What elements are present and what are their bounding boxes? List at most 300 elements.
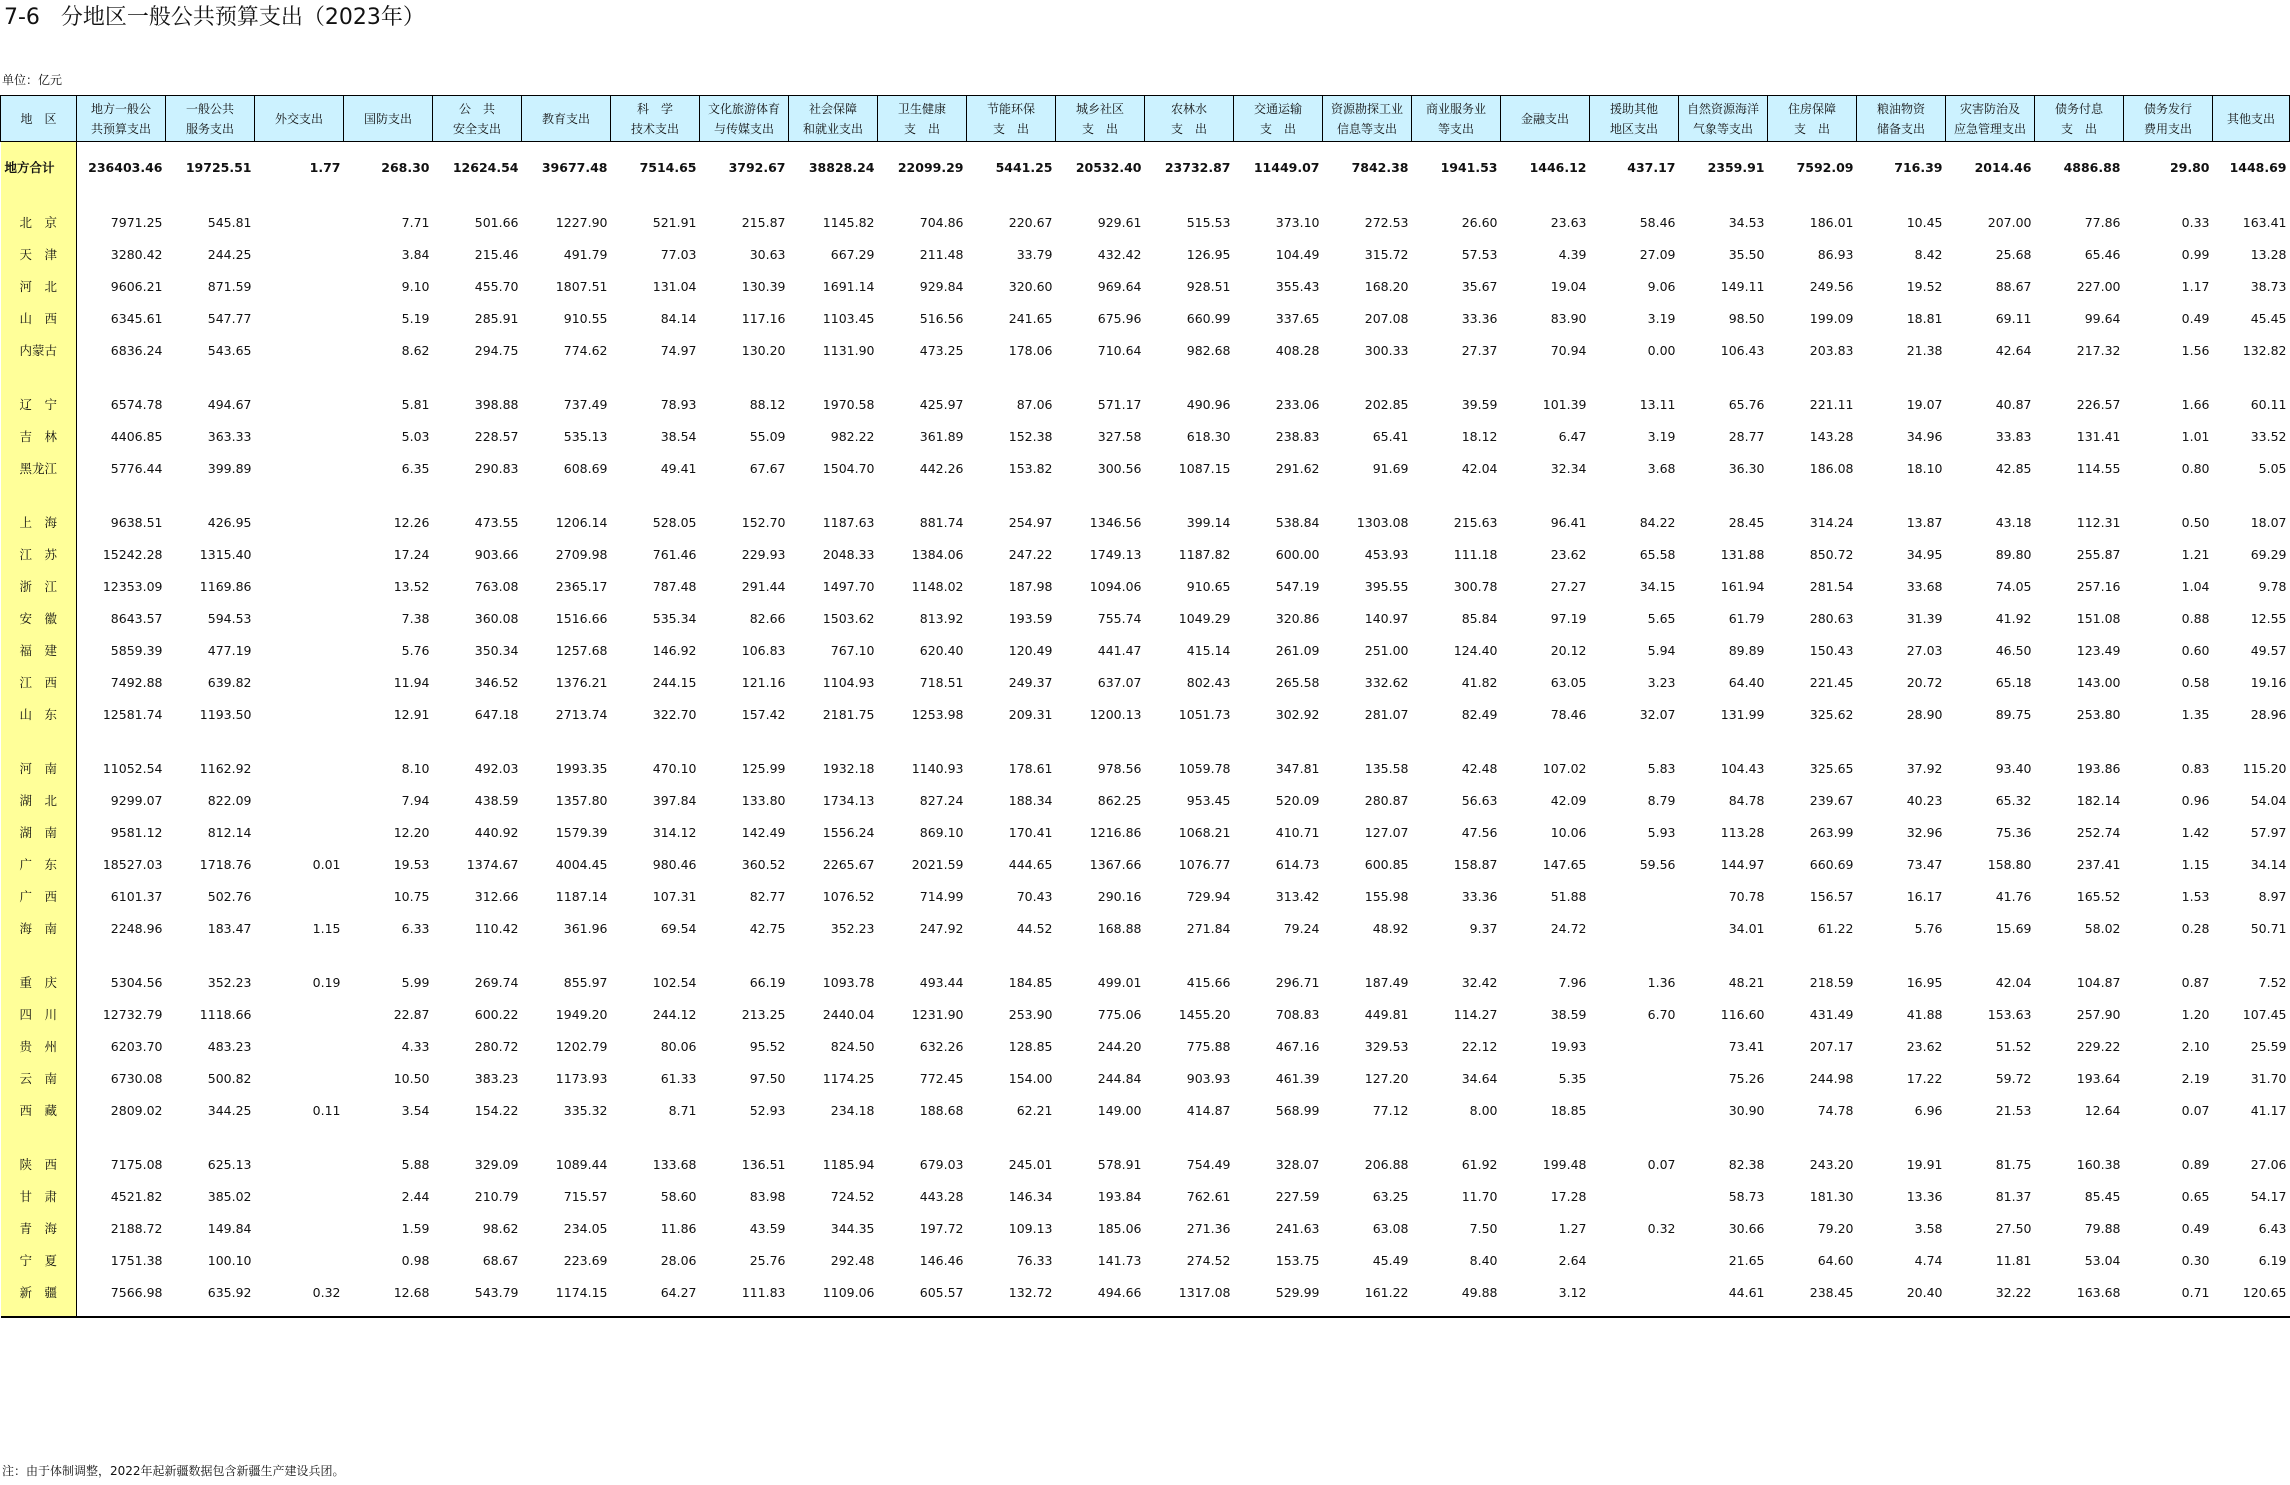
value-cell: 8.00: [1469, 1102, 1498, 1118]
value-cell: 147.65: [1542, 856, 1587, 872]
value-cell: 47.56: [1461, 824, 1498, 840]
value-cell: 236403.46: [88, 159, 163, 175]
column-header-line: 支 出: [1793, 121, 1830, 136]
value-cell: 120.65: [2242, 1284, 2287, 1300]
value-cell: 13.28: [2250, 246, 2287, 262]
table-row: [1, 698, 2290, 730]
value-cell: 36.30: [1728, 460, 1765, 476]
column-header-line: 金融支出: [1520, 111, 1569, 126]
region-cell: [1, 944, 77, 966]
value-cell: 228.57: [474, 428, 519, 444]
value-cell: 300.56: [1097, 460, 1142, 476]
value-cell: 133.68: [652, 1156, 697, 1172]
column-header-line: 地 区: [20, 111, 57, 126]
value-cell: 1076.52: [822, 888, 875, 904]
value-cell: 32.96: [1906, 824, 1943, 840]
value-cell: 33.36: [1461, 888, 1498, 904]
value-cell: 535.34: [652, 610, 697, 626]
value-cell: 20532.40: [1075, 159, 1142, 175]
region-cell: 吉 林: [1, 420, 77, 452]
value-cell: 929.61: [1097, 214, 1142, 230]
value-cell: 0.88: [2181, 610, 2210, 626]
value-cell: 1059.78: [1178, 760, 1231, 776]
value-cell: 154.00: [1008, 1070, 1053, 1086]
value-cell: 4.33: [401, 1038, 430, 1054]
value-cell: 491.79: [563, 246, 608, 262]
value-cell: 130.39: [741, 278, 786, 294]
column-header-line: 支 出: [1170, 121, 1207, 136]
column-header-line: 费用支出: [2143, 121, 2192, 136]
region-cell: 山 西: [1, 302, 77, 334]
column-header-line: 交通运输: [1253, 101, 1302, 116]
value-cell: 271.84: [1186, 920, 1231, 936]
value-cell: 708.83: [1275, 1006, 1320, 1022]
value-cell: 4886.88: [2063, 159, 2121, 175]
value-cell: 660.99: [1186, 310, 1231, 326]
value-cell: 78.93: [660, 396, 697, 412]
column-header: [1679, 96, 1768, 142]
value-cell: 2021.59: [911, 856, 964, 872]
value-cell: 23732.87: [1164, 159, 1231, 175]
value-cell: 27.37: [1461, 342, 1498, 358]
value-cell: 1.77: [309, 159, 341, 175]
value-cell: 33.83: [1995, 428, 2032, 444]
value-cell: 528.05: [652, 514, 697, 530]
value-cell: 85.84: [1461, 610, 1498, 626]
value-cell: 61.33: [660, 1070, 697, 1086]
value-cell: 87.06: [1016, 396, 1053, 412]
value-cell: 300.33: [1364, 342, 1409, 358]
value-cell: 63.08: [1372, 1220, 1409, 1236]
value-cell: 163.68: [2076, 1284, 2121, 1300]
column-header-line: 支 出: [992, 121, 1029, 136]
column-header: [1234, 96, 1323, 142]
value-cell: [1590, 1180, 1679, 1212]
value-cell: 146.34: [1008, 1188, 1053, 1204]
value-cell: 1148.02: [911, 578, 964, 594]
value-cell: 43.18: [1995, 514, 2032, 530]
value-cell: 91.69: [1372, 460, 1409, 476]
value-cell: 265.58: [1275, 674, 1320, 690]
value-cell: 130.20: [741, 342, 786, 358]
region-cell: 黑龙江: [1, 452, 77, 484]
column-header-line: 一般公共: [185, 101, 234, 116]
table-row: [1, 1180, 2290, 1212]
table-row: [1, 1094, 2290, 1126]
value-cell: 5.03: [401, 428, 430, 444]
column-header-line: 商业服务业: [1425, 101, 1486, 116]
value-cell: 637.07: [1097, 674, 1142, 690]
value-cell: 44.61: [1728, 1284, 1765, 1300]
value-cell: 32.34: [1550, 460, 1587, 476]
value-cell: 5.76: [401, 642, 430, 658]
value-cell: 6.35: [401, 460, 430, 476]
value-cell: [255, 1180, 344, 1212]
value-cell: 41.17: [2250, 1102, 2287, 1118]
value-cell: 5.94: [1647, 642, 1676, 658]
value-cell: 855.97: [563, 974, 608, 990]
spacer-row: [1, 944, 2290, 966]
value-cell: 1.56: [2181, 342, 2210, 358]
value-cell: 1202.79: [555, 1038, 608, 1054]
value-cell: [255, 634, 344, 666]
value-cell: 812.14: [207, 824, 252, 840]
value-cell: [1590, 1276, 1679, 1308]
table-row: [1, 602, 2290, 634]
table-row: [1, 388, 2290, 420]
value-cell: 2265.67: [822, 856, 875, 872]
value-cell: 144.97: [1720, 856, 1765, 872]
value-cell: 9.06: [1647, 278, 1676, 294]
column-header: [2124, 96, 2213, 142]
value-cell: 89.89: [1728, 642, 1765, 658]
value-cell: 20.40: [1906, 1284, 1943, 1300]
value-cell: 0.98: [401, 1252, 430, 1268]
value-cell: 6574.78: [110, 396, 163, 412]
spacer-row: [1, 1308, 2290, 1317]
column-header: [789, 96, 878, 142]
value-cell: 1257.68: [555, 642, 608, 658]
value-cell: [255, 270, 344, 302]
value-cell: 10.06: [1550, 824, 1587, 840]
value-cell: 106.43: [1720, 342, 1765, 358]
value-cell: 1068.21: [1178, 824, 1231, 840]
value-cell: 714.99: [919, 888, 964, 904]
value-cell: 980.46: [652, 856, 697, 872]
value-cell: 5859.39: [110, 642, 163, 658]
region-cell: 宁 夏: [1, 1244, 77, 1276]
value-cell: 146.92: [652, 642, 697, 658]
value-cell: 5.99: [401, 974, 430, 990]
column-header: [522, 96, 611, 142]
value-cell: 243.20: [1809, 1156, 1854, 1172]
value-cell: 45.45: [2250, 310, 2287, 326]
value-cell: 1516.66: [555, 610, 608, 626]
value-cell: 74.78: [1817, 1102, 1854, 1118]
value-cell: 193.86: [2076, 760, 2121, 776]
value-cell: 1751.38: [110, 1252, 163, 1268]
value-cell: 38828.24: [808, 159, 875, 175]
spacer-cell: [77, 730, 2290, 752]
value-cell: 578.91: [1097, 1156, 1142, 1172]
value-cell: 65.18: [1995, 674, 2032, 690]
value-cell: 881.74: [919, 514, 964, 530]
value-cell: 315.72: [1364, 246, 1409, 262]
value-cell: 3.84: [401, 246, 430, 262]
value-cell: 102.54: [652, 974, 697, 990]
value-cell: 8.71: [668, 1102, 697, 1118]
spacer-cell: [77, 366, 2290, 388]
value-cell: 787.48: [652, 578, 697, 594]
value-cell: 76.33: [1016, 1252, 1053, 1268]
value-cell: 1200.13: [1089, 706, 1142, 722]
value-cell: 50.71: [2250, 920, 2287, 936]
value-cell: 325.62: [1809, 706, 1854, 722]
value-cell: 1.42: [2181, 824, 2210, 840]
value-cell: 2713.74: [555, 706, 608, 722]
value-cell: 28.45: [1728, 514, 1765, 530]
value-cell: 55.09: [749, 428, 786, 444]
value-cell: 16.95: [1906, 974, 1943, 990]
value-cell: 1145.82: [822, 214, 875, 230]
table-row: [1, 1148, 2290, 1180]
value-cell: 346.52: [474, 674, 519, 690]
region-cell: 新 疆: [1, 1276, 77, 1308]
value-cell: 280.63: [1809, 610, 1854, 626]
value-cell: 355.43: [1275, 278, 1320, 294]
value-cell: 111.18: [1453, 546, 1498, 562]
value-cell: 227.59: [1275, 1188, 1320, 1204]
value-cell: 217.32: [2076, 342, 2121, 358]
spacer-row: [1, 366, 2290, 388]
column-header-line: 和就业支出: [802, 121, 863, 136]
value-cell: 0.32: [1647, 1220, 1676, 1236]
value-cell: 291.62: [1275, 460, 1320, 476]
value-cell: 285.91: [474, 310, 519, 326]
value-cell: 257.16: [2076, 578, 2121, 594]
value-cell: 2440.04: [822, 1006, 875, 1022]
value-cell: 296.71: [1275, 974, 1320, 990]
value-cell: 9.78: [2258, 578, 2287, 594]
value-cell: 0.87: [2181, 974, 2210, 990]
value-cell: 149.00: [1097, 1102, 1142, 1118]
value-cell: 226.57: [2076, 396, 2121, 412]
value-cell: 1497.70: [822, 578, 875, 594]
value-cell: 0.30: [2181, 1252, 2210, 1268]
value-cell: 12.55: [2250, 610, 2287, 626]
value-cell: 110.42: [474, 920, 519, 936]
value-cell: 0.19: [312, 974, 341, 990]
value-cell: 155.98: [1364, 888, 1409, 904]
value-cell: 290.83: [474, 460, 519, 476]
region-cell: 湖 北: [1, 784, 77, 816]
value-cell: 23.62: [1550, 546, 1587, 562]
value-cell: 182.14: [2076, 792, 2121, 808]
value-cell: 49.41: [660, 460, 697, 476]
value-cell: 40.23: [1906, 792, 1943, 808]
region-cell: 贵 州: [1, 1030, 77, 1062]
value-cell: 618.30: [1186, 428, 1231, 444]
value-cell: 28.96: [2250, 706, 2287, 722]
value-cell: 168.20: [1364, 278, 1409, 294]
column-header: [700, 96, 789, 142]
value-cell: 715.57: [563, 1188, 608, 1204]
value-cell: 398.88: [474, 396, 519, 412]
column-header: [1056, 96, 1145, 142]
table-row: [1, 816, 2290, 848]
value-cell: 22.12: [1461, 1038, 1498, 1054]
value-cell: 1.20: [2181, 1006, 2210, 1022]
region-cell: 天 津: [1, 238, 77, 270]
value-cell: 170.41: [1008, 824, 1053, 840]
value-cell: 202.85: [1364, 396, 1409, 412]
value-cell: 1367.66: [1089, 856, 1142, 872]
value-cell: 58.02: [2084, 920, 2121, 936]
value-cell: 3.58: [1914, 1220, 1943, 1236]
spacer-cell: [77, 1308, 2290, 1317]
value-cell: 7.71: [401, 214, 430, 230]
value-cell: 571.17: [1097, 396, 1142, 412]
value-cell: 156.57: [1809, 888, 1854, 904]
value-cell: 21.38: [1906, 342, 1943, 358]
value-cell: 499.01: [1097, 974, 1142, 990]
column-header-line: 应急管理支出: [1953, 121, 2026, 136]
column-header-line: 与传媒支出: [713, 121, 774, 136]
value-cell: 30.63: [749, 246, 786, 262]
value-cell: 328.07: [1275, 1156, 1320, 1172]
value-cell: 42.04: [1995, 974, 2032, 990]
value-cell: 42.75: [749, 920, 786, 936]
value-cell: 322.70: [652, 706, 697, 722]
column-header-line: 公 共: [458, 101, 495, 116]
value-cell: 822.09: [207, 792, 252, 808]
value-cell: 426.95: [207, 514, 252, 530]
value-cell: 27.27: [1550, 578, 1587, 594]
value-cell: 19.53: [393, 856, 430, 872]
value-cell: 19.52: [1906, 278, 1943, 294]
value-cell: 281.54: [1809, 578, 1854, 594]
value-cell: 17.28: [1550, 1188, 1587, 1204]
value-cell: 313.42: [1275, 888, 1320, 904]
value-cell: 106.83: [741, 642, 786, 658]
value-cell: 77.03: [660, 246, 697, 262]
value-cell: 444.65: [1008, 856, 1053, 872]
value-cell: 395.55: [1364, 578, 1409, 594]
value-cell: 425.97: [919, 396, 964, 412]
value-cell: 7.52: [2258, 974, 2287, 990]
column-header-line: 节能环保: [986, 101, 1035, 116]
value-cell: [255, 206, 344, 238]
column-header-line: 教育支出: [541, 111, 590, 126]
value-cell: 54.17: [2250, 1188, 2287, 1204]
value-cell: 161.22: [1364, 1284, 1409, 1300]
value-cell: 20.72: [1906, 674, 1943, 690]
value-cell: 74.97: [660, 342, 697, 358]
value-cell: 772.45: [919, 1070, 964, 1086]
value-cell: 30.90: [1728, 1102, 1765, 1118]
value-cell: 32.22: [1995, 1284, 2032, 1300]
region-cell: 北 京: [1, 206, 77, 238]
value-cell: 667.29: [830, 246, 875, 262]
table-row: [1, 270, 2290, 302]
value-cell: 213.25: [741, 1006, 786, 1022]
value-cell: 37.92: [1906, 760, 1943, 776]
column-header: [1323, 96, 1412, 142]
value-cell: 39677.48: [541, 159, 608, 175]
value-cell: 18.10: [1906, 460, 1943, 476]
value-cell: 12.26: [393, 514, 430, 530]
value-cell: 538.84: [1275, 514, 1320, 530]
value-cell: 7175.08: [110, 1156, 163, 1172]
value-cell: 300.78: [1453, 578, 1498, 594]
value-cell: 15242.28: [102, 546, 163, 562]
value-cell: 56.63: [1461, 792, 1498, 808]
value-cell: 320.60: [1008, 278, 1053, 294]
value-cell: 203.83: [1809, 342, 1854, 358]
table-row: [1, 752, 2290, 784]
value-cell: 3.54: [401, 1102, 430, 1118]
value-cell: 75.26: [1728, 1070, 1765, 1086]
value-cell: [1590, 880, 1679, 912]
value-cell: 332.62: [1364, 674, 1409, 690]
region-cell: [1, 1308, 77, 1317]
column-header-line: 科 学: [636, 101, 673, 116]
value-cell: 1162.92: [199, 760, 252, 776]
value-cell: 29.80: [2169, 159, 2210, 175]
value-cell: 181.30: [1809, 1188, 1854, 1204]
region-cell: 江 苏: [1, 538, 77, 570]
column-header-line: 自然资源海洋: [1686, 101, 1759, 116]
table-row: [1, 634, 2290, 666]
value-cell: 28.90: [1906, 706, 1943, 722]
value-cell: 107.31: [652, 888, 697, 904]
value-cell: 473.55: [474, 514, 519, 530]
column-header-line: 资源勘探工业: [1330, 101, 1403, 116]
value-cell: 0.83: [2181, 760, 2210, 776]
value-cell: 978.56: [1097, 760, 1142, 776]
value-cell: 73.47: [1906, 856, 1943, 872]
value-cell: 1357.80: [555, 792, 608, 808]
unit-label: 单位：亿元: [2, 73, 63, 87]
value-cell: 188.68: [919, 1102, 964, 1118]
value-cell: 1174.15: [555, 1284, 608, 1300]
value-cell: 58.46: [1639, 214, 1676, 230]
value-cell: 88.12: [749, 396, 786, 412]
value-cell: 2.19: [2181, 1070, 2210, 1086]
value-cell: 82.77: [749, 888, 786, 904]
value-cell: 268.30: [381, 159, 430, 175]
value-cell: 132.82: [2242, 342, 2287, 358]
value-cell: 314.24: [1809, 514, 1854, 530]
value-cell: 207.08: [1364, 310, 1409, 326]
value-cell: 441.47: [1097, 642, 1142, 658]
value-cell: 520.09: [1275, 792, 1320, 808]
value-cell: 1317.08: [1178, 1284, 1231, 1300]
value-cell: 62.21: [1016, 1102, 1053, 1118]
value-cell: 9.10: [401, 278, 430, 294]
value-cell: 238.83: [1275, 428, 1320, 444]
value-cell: 141.73: [1097, 1252, 1142, 1268]
value-cell: [255, 880, 344, 912]
value-cell: [255, 784, 344, 816]
value-cell: 385.02: [207, 1188, 252, 1204]
value-cell: 61.22: [1817, 920, 1854, 936]
value-cell: 6.19: [2258, 1252, 2287, 1268]
value-cell: 716.39: [1894, 159, 1943, 175]
value-cell: 241.65: [1008, 310, 1053, 326]
value-cell: 9581.12: [110, 824, 163, 840]
region-cell: 浙 江: [1, 570, 77, 602]
value-cell: 5776.44: [110, 460, 163, 476]
column-header-line: 债务发行: [2143, 101, 2192, 116]
table-row: [1, 998, 2290, 1030]
value-cell: 1556.24: [822, 824, 875, 840]
value-cell: 19.04: [1550, 278, 1587, 294]
value-cell: 22099.29: [897, 159, 964, 175]
value-cell: 953.45: [1186, 792, 1231, 808]
value-cell: 5.76: [1914, 920, 1943, 936]
value-cell: 186.01: [1809, 214, 1854, 230]
value-cell: [255, 334, 344, 366]
value-cell: 449.81: [1364, 1006, 1409, 1022]
column-header: [1412, 96, 1501, 142]
value-cell: 34.64: [1461, 1070, 1498, 1086]
value-cell: 254.97: [1008, 514, 1053, 530]
value-cell: 344.25: [207, 1102, 252, 1118]
value-cell: 35.50: [1728, 246, 1765, 262]
table-row: [1, 506, 2290, 538]
value-cell: 81.75: [1995, 1156, 2032, 1172]
